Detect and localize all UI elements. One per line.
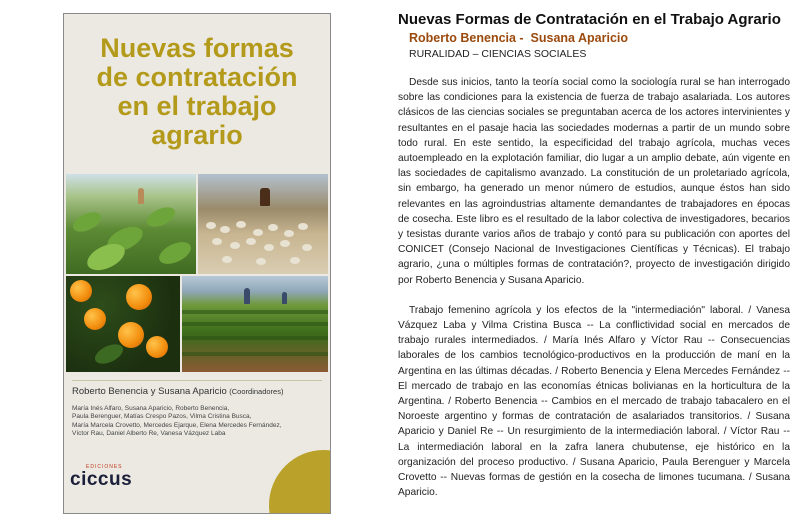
cover-title-line: Nuevas formas — [100, 33, 294, 63]
oranges-photo — [66, 276, 180, 372]
publisher-name: ciccus — [70, 469, 133, 490]
cover-title — [72, 34, 322, 150]
book-authors: Roberto Benencia - Susana Aparicio — [409, 31, 629, 45]
cover-title-line: de contratación — [96, 62, 298, 92]
coordinators-names: Roberto Benencia y Susana Aparicio — [72, 386, 227, 397]
tobacco-field-photo — [66, 174, 196, 274]
book-title: Nuevas Formas de Contratación en el Trabajo Agrario — [398, 11, 781, 28]
sheep-herd-photo — [198, 174, 328, 274]
crop-rows-photo — [182, 276, 328, 372]
publisher-logo — [70, 464, 160, 490]
book-category: RURALIDAD – CIENCIAS SOCIALES — [409, 48, 587, 60]
contributors-line: María Marcela Crovetto, Mercedes Ejarque, Elena Mercedes Fernández, — [72, 421, 282, 429]
contributors-line: María Inés Alfaro, Susana Aparicio, Roberto Benencia, — [72, 405, 230, 412]
cover-title-line: en el trabajo agrario — [117, 91, 277, 150]
cover-corner-circle — [269, 450, 331, 514]
book-info — [398, 10, 790, 500]
cover-coordinators — [72, 386, 322, 397]
book-cover — [63, 13, 331, 514]
contributors-line: Paula Berenguer, Matías Crespo Pazos, Vilma Cristina Busca, — [72, 413, 252, 421]
cover-contributors — [72, 405, 302, 438]
coordinators-role: (Coordinadores) — [229, 387, 284, 396]
contributors-line: Víctor Rau, Daniel Alberto Re, Vanesa Vázquez Laba — [72, 429, 226, 437]
cover-divider — [72, 380, 322, 381]
publisher-label: EDICIONES — [86, 464, 123, 470]
book-contents: Trabajo femenino agrícola y los efectos de la "intermediación" laboral. / Vanesa Vázquez Laba y Vilma Cristina Busca -- La conflictividad social en mercados de trabajo rurales intermediados. / María Inés Alfaro y Víctor Rau -- Consecuencias laborales de los cambios tecnológico-productivos en la producción de maní en la Argentina en las últimas décadas. / Roberto Benencia y Elena Mercedes Fernández -- El mercado de trabajo en las economías étnicas bolivianas en la horticultura de la Argentina. / Roberto Benencia -- Cambios en el mercado de trabajo tabacalero en el Noroeste argentino y formas de contratación de asalariados transitorios. / Susana Aparicio y Daniel Re -- Un resurgimiento de la intermediación laboral. / Víctor Rau -- La intermediación laboral en la zafra lanera chubutense, eje histórico en la organización del proceso productivo. / Susana Aparicio, Paula Berenguer y Marcela Crovetto -- Nuevas formas de gestión en la cosecha de limones tucumana. / Susana Aparicio. — [398, 304, 790, 499]
book-summary: Desde sus inicios, tanto la teoría social como la sociología rural se han interrogado sobre las condiciones para la existencia de fuerza de trabajo asalariada. Los autores clásicos de las ciencias sociales se preguntaban acerca de los actores intervinientes y resultantes en el pasaje hacia las sociedades modernas a partir de un mundo sobre todo rural. En este sentido, la especificidad del trabajo agrícola, muchas veces autoempleado en la explotación familiar, dio lugar a un amplio debate, aún vigente en las sociedades de capitalismo avanzado. La constitución de un proletariado agrícola, sin embargo, ha generado un menor número de estudios, aunque éstos han sido relevantes en las agroindustrias altamente demandantes de trabajadores en épocas de cosecha. Este libro es el resultado de la labor colectiva de investigadores, becarios y tesistas durante varios años de trabajo y contó para su publicación con aportes del CONICET (Consejo Nacional de Investigaciones Científicas y Técnicas). El trabajo agrario, ¿una o múltiples formas de contratación?, proyecto de investigación dirigido por Roberto Benencia y Susana Aparicio. — [398, 77, 790, 286]
